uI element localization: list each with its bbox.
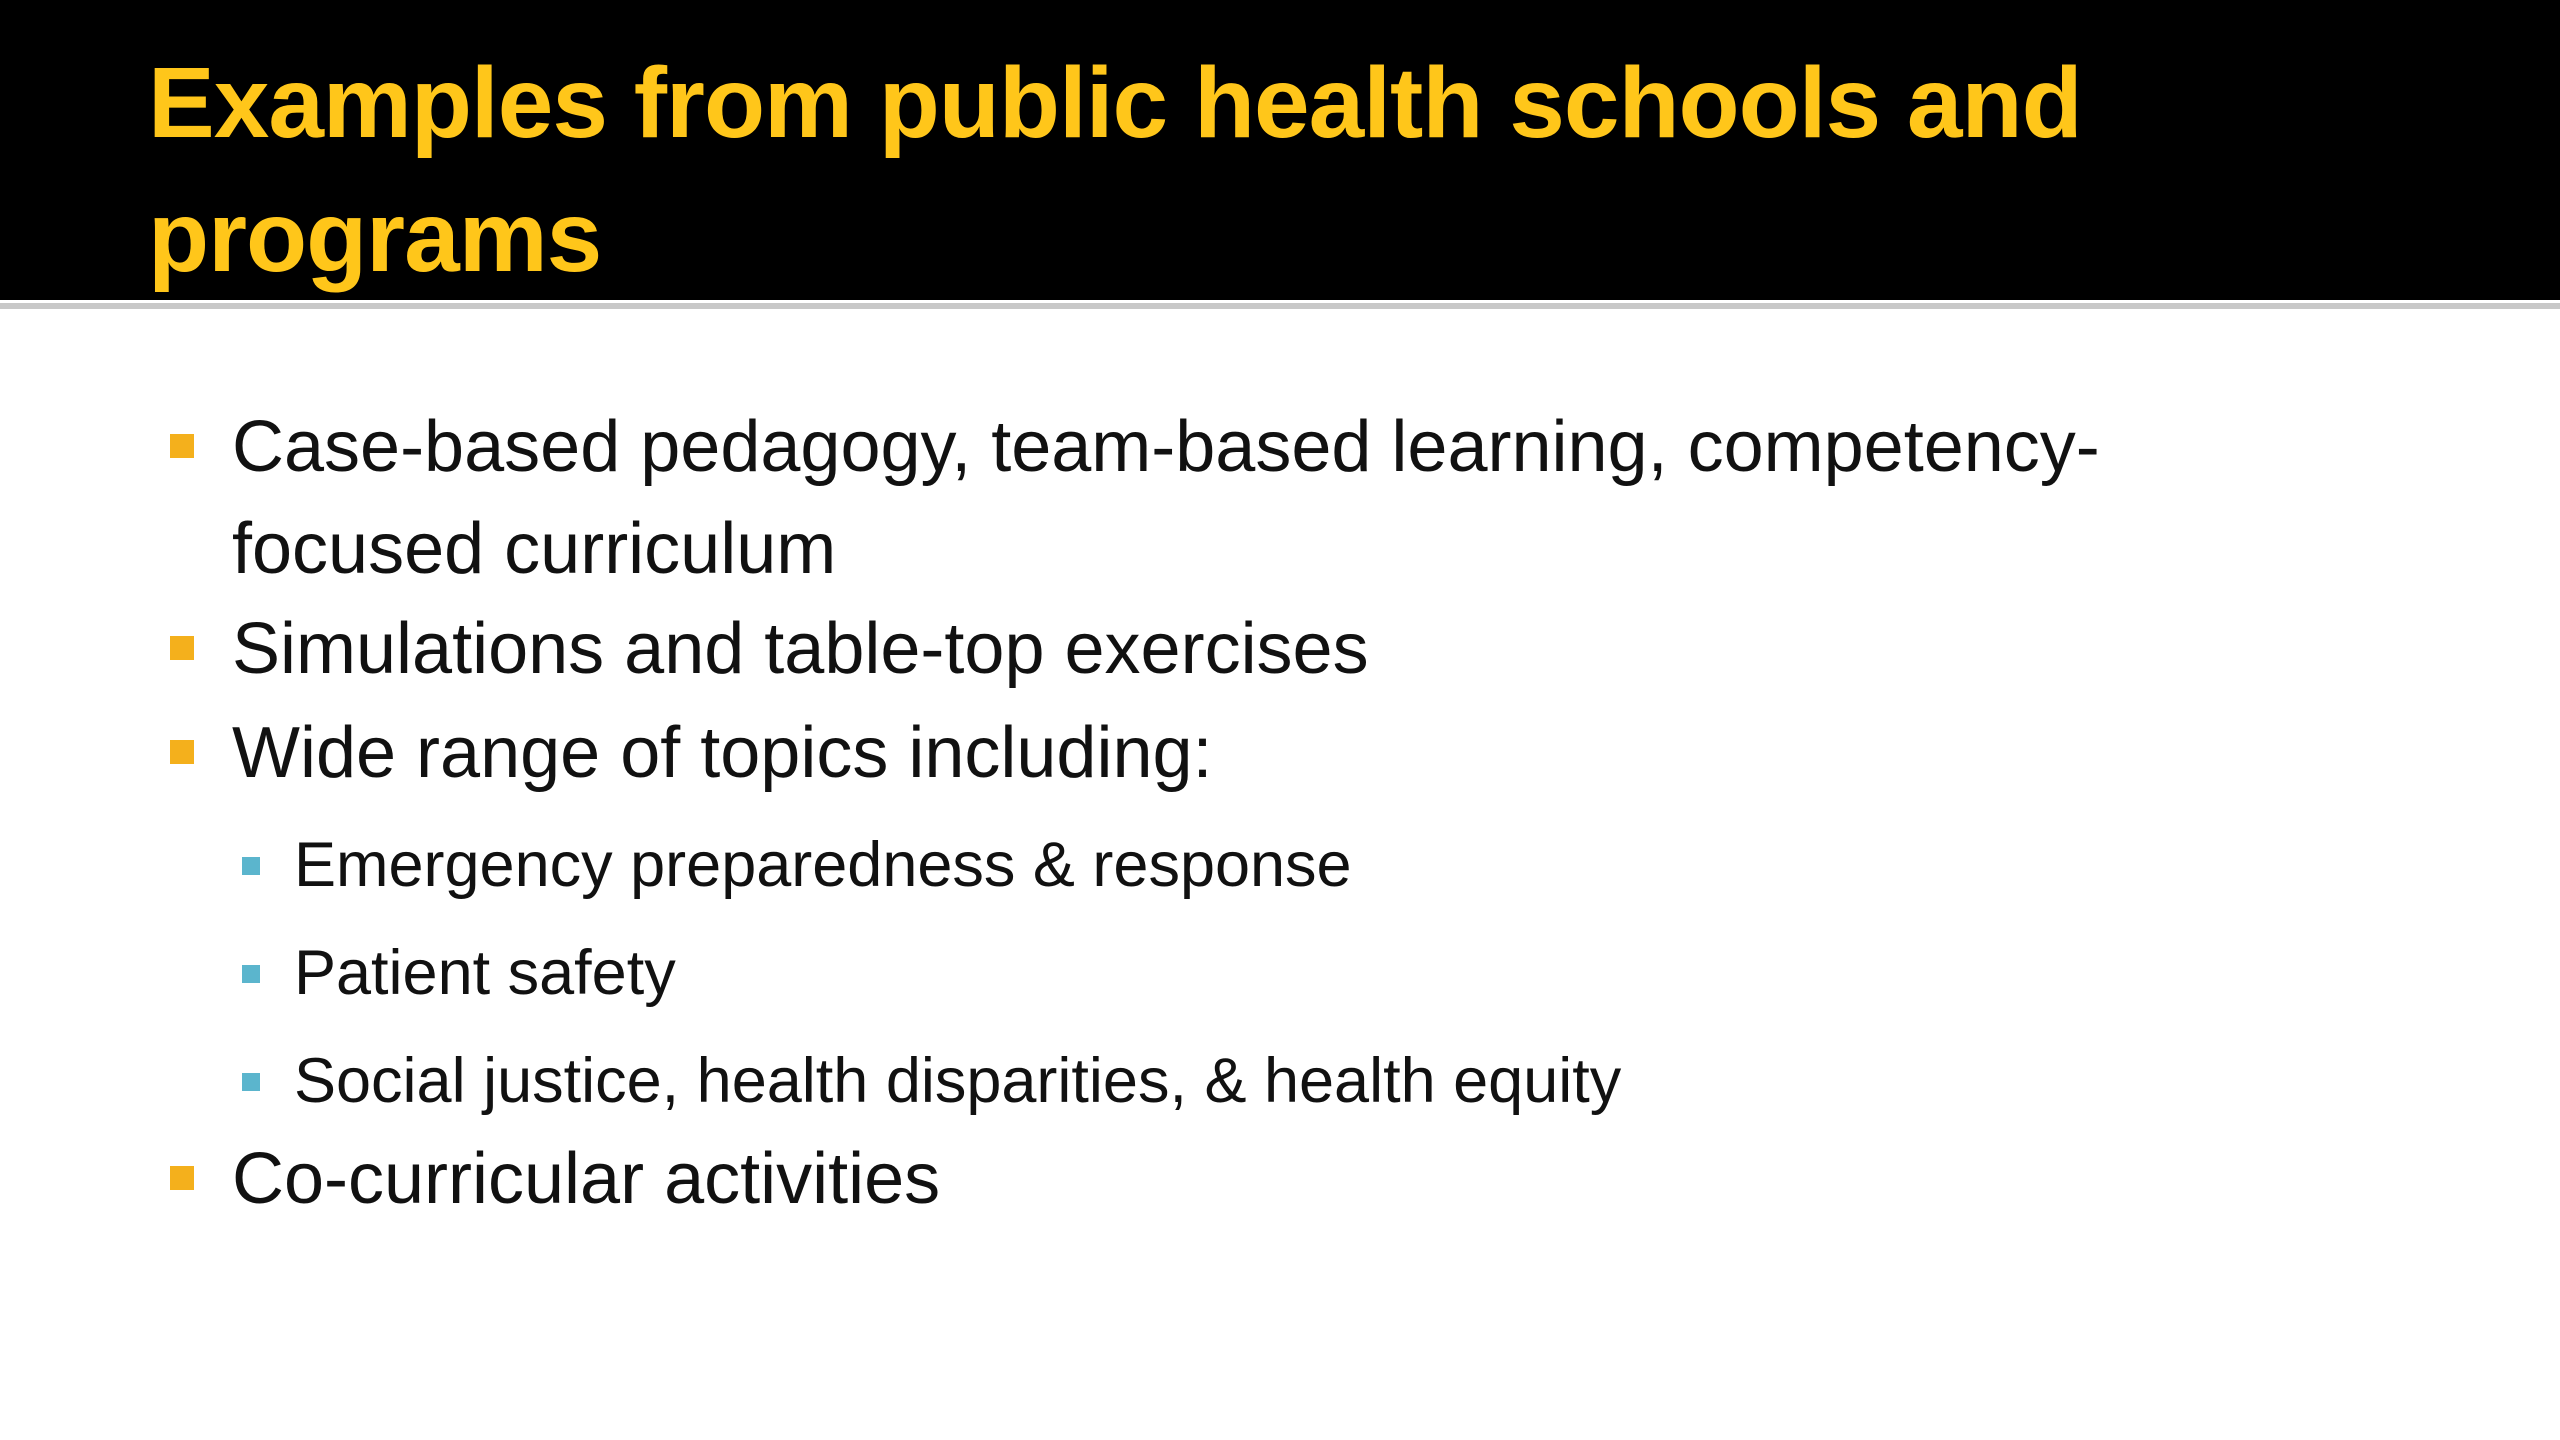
bullet-text: Simulations and table-top exercises xyxy=(232,609,1369,689)
bullet-item xyxy=(232,1128,2332,1230)
bullet-square-icon xyxy=(170,740,194,764)
sub-bullet-item xyxy=(294,923,2294,1023)
bullet-square-icon xyxy=(170,636,194,660)
sub-bullet-square-icon xyxy=(242,1073,260,1091)
bullet-text: Case-based pedagogy, team-based learning, competency-focused curriculum xyxy=(232,407,2100,589)
sub-bullet-square-icon xyxy=(242,965,260,983)
bullet-item xyxy=(232,598,2332,700)
bullet-item xyxy=(232,396,2332,600)
bullet-square-icon xyxy=(170,1166,194,1190)
bullet-text: Wide range of topics including: xyxy=(232,713,1213,793)
bullet-text: Co-curricular activities xyxy=(232,1139,941,1219)
slide-title: Examples from public health schools and programs xyxy=(148,47,2082,293)
sub-bullet-text: Emergency preparedness & response xyxy=(294,830,1352,900)
sub-bullet-square-icon xyxy=(242,857,260,875)
bullet-square-icon xyxy=(170,434,194,458)
sub-bullet-item xyxy=(294,1031,2294,1131)
sub-bullet-text: Patient safety xyxy=(294,938,676,1008)
bullet-item xyxy=(232,702,2332,804)
sub-bullet-item xyxy=(294,815,2294,915)
sub-bullet-text: Social justice, health disparities, & health equity xyxy=(294,1046,1622,1116)
